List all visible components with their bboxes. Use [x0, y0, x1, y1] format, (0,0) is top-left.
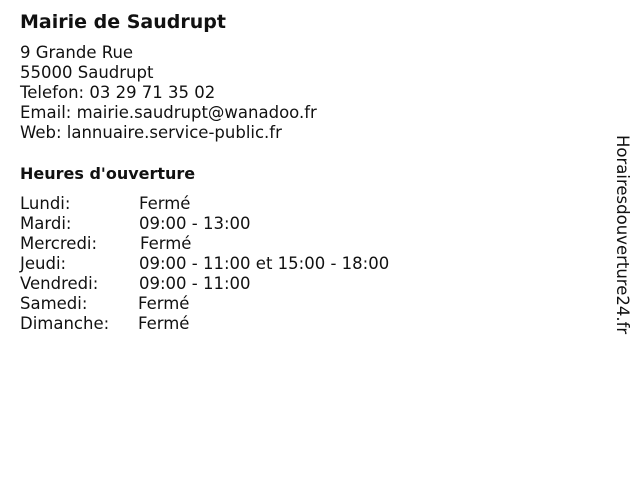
- site-watermark: Horairesdouverture24.fr: [613, 135, 632, 335]
- hours-row-mardi: [20, 214, 440, 234]
- day-label: Lundi:: [20, 194, 71, 213]
- hours-value: Fermé: [139, 194, 191, 213]
- page-title: Mairie de Saudrupt: [20, 11, 226, 33]
- hours-value: Fermé: [138, 314, 190, 333]
- hours-row-dimanche: [20, 314, 440, 334]
- hours-row-jeudi: [20, 254, 440, 274]
- hours-row-lundi: [20, 194, 440, 214]
- hours-row-mercredi: [20, 234, 440, 254]
- opening-hours-heading: Heures d'ouverture: [20, 164, 196, 183]
- day-label: Dimanche:: [20, 314, 110, 333]
- contact-info: [20, 43, 317, 143]
- day-label: Jeudi:: [20, 254, 67, 273]
- web-line: Web: lannuaire.service-public.fr: [20, 123, 282, 142]
- phone-line: Telefon: 03 29 71 35 02: [20, 83, 216, 102]
- hours-value: Fermé: [140, 234, 192, 253]
- hours-row-samedi: [20, 294, 440, 314]
- day-label: Vendredi:: [20, 274, 99, 293]
- email-line: Email: mairie.saudrupt@wanadoo.fr: [20, 103, 317, 122]
- hours-value: 09:00 - 11:00: [139, 274, 251, 293]
- street-address: 9 Grande Rue: [20, 43, 134, 62]
- hours-value: Fermé: [138, 294, 190, 313]
- postal-city: 55000 Saudrupt: [20, 63, 154, 82]
- hours-value: 09:00 - 13:00: [139, 214, 251, 233]
- day-label: Mardi:: [20, 214, 72, 233]
- day-label: Mercredi:: [20, 234, 98, 253]
- hours-value: 09:00 - 11:00 et 15:00 - 18:00: [139, 254, 390, 273]
- opening-hours-table: [20, 194, 440, 334]
- hours-row-vendredi: [20, 274, 440, 294]
- day-label: Samedi:: [20, 294, 88, 313]
